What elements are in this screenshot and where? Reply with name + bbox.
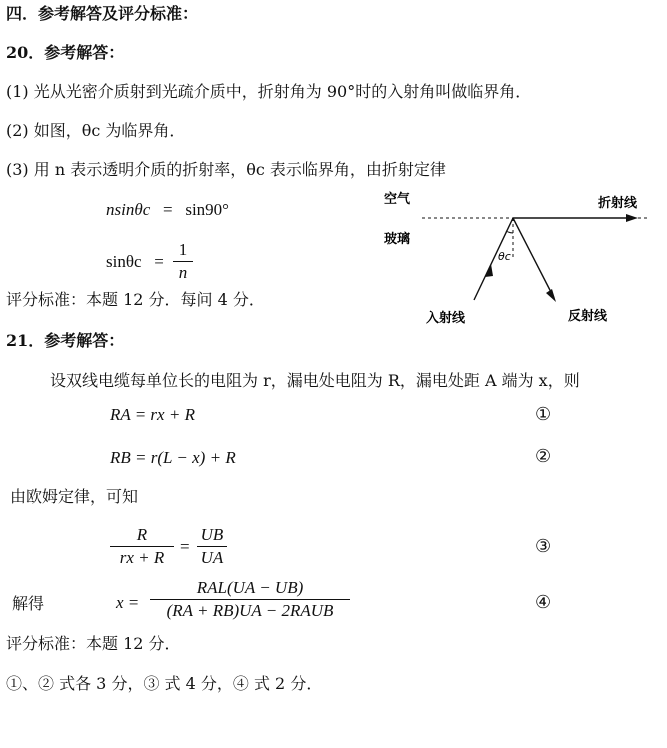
eq4-numerator: RAL(UA − UB) [150, 578, 350, 600]
incident-arrowhead [485, 264, 493, 277]
equation-marker-2: ② [535, 446, 552, 467]
eq3-lhs-denominator: rx + R [119, 548, 165, 567]
angle-arc [506, 231, 513, 233]
eq3-lhs-numerator: R [110, 525, 174, 547]
q20-paragraph-2: (2) 如图，θc 为临界角． [6, 121, 186, 140]
q21-scoring-2: ①、② 式各 3 分，③ 式 4 分，④ 式 2 分． [6, 674, 323, 693]
eq1-right: sin90° [185, 200, 229, 219]
angle-label: θc [498, 250, 511, 263]
reflected-arrowhead [546, 289, 556, 302]
q20-equation-1 [106, 200, 229, 220]
equation-marker-4: ④ [535, 592, 552, 613]
q20-paragraph-1: (1) 光从光密介质射到光疏介质中，折射角为 90°时的入射角叫做临界角． [6, 82, 532, 101]
eq2-denominator: n [178, 263, 188, 282]
q21-equation-1: RA = rx + R [110, 405, 195, 424]
eq3-rhs-fraction [197, 525, 227, 568]
eq2-left: sinθc [106, 252, 142, 271]
refraction-diagram [370, 185, 660, 330]
eq1-left: nsinθc [106, 200, 151, 219]
eq4-denominator: (RA + RB)UA − 2RAUB [166, 601, 334, 620]
equation-marker-3: ③ [535, 536, 552, 557]
section-title: 四．参考解答及评分标准： [6, 4, 199, 23]
q21-equation-2: RB = r(L − x) + R [110, 448, 236, 467]
eq2-numerator: 1 [173, 240, 193, 262]
eq2-fraction [173, 240, 193, 283]
q20-scoring: 评分标准：本题 12 分．每问 4 分． [6, 290, 265, 309]
q20-heading: 20．参考解答： [6, 43, 125, 62]
q20-equation-2-left [106, 252, 164, 272]
eq3-rhs-denominator: UA [200, 548, 224, 567]
eq1-equals: = [163, 200, 173, 219]
eq3-rhs-numerator: UB [197, 525, 227, 547]
glass-label: 玻璃 [384, 232, 411, 247]
incident-label: 入射线 [426, 311, 466, 326]
air-label: 空气 [384, 192, 411, 207]
equation-marker-1: ① [535, 404, 552, 425]
eq4-lhs: x = [116, 593, 140, 612]
q21-solve-label: 解得 [12, 594, 45, 613]
eq3-equals: = [180, 537, 190, 556]
refracted-label: 折射线 [598, 196, 638, 211]
q21-heading: 21．参考解答： [6, 331, 125, 350]
q21-ohm-text: 由欧姆定律，可知 [10, 487, 139, 506]
refracted-arrowhead [626, 214, 638, 222]
reflected-ray [513, 218, 554, 298]
q20-paragraph-3: (3) 用 n 表示透明介质的折射率，θc 表示临界角，由折射定律 [6, 160, 446, 179]
q21-intro: 设双线电缆每单位长的电阻为 r，漏电处电阻为 R，漏电处距 A 端为 x，则 [50, 371, 580, 390]
reflected-label: 反射线 [568, 309, 608, 324]
eq2-equals: = [154, 252, 164, 271]
eq3-lhs-fraction [110, 525, 174, 568]
q21-scoring-1: 评分标准：本题 12 分． [6, 634, 181, 653]
eq4-fraction [150, 578, 350, 621]
